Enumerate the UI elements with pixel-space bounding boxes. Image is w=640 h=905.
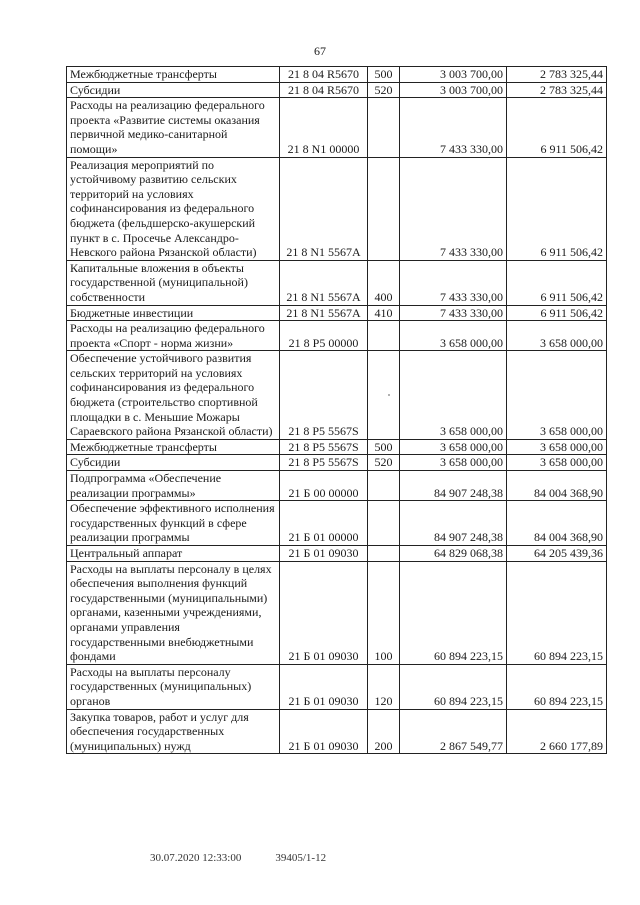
cell-name: Обеспечение эффективного исполнения государственных функций в сфере реализации программы [67, 501, 280, 546]
cell-amount-plan: 64 829 068,38 [400, 546, 507, 562]
cell-amount-executed: 3 658 000,00 [507, 351, 607, 440]
table-row [67, 305, 607, 321]
cell-code: 21 Б 01 09030 [280, 709, 368, 754]
cell-amount-plan: 7 433 330,00 [400, 98, 507, 157]
cell-name: Расходы на выплаты персоналу государственных (муниципальных) органов [67, 664, 280, 709]
page-number: 67 [314, 44, 326, 58]
footer [150, 852, 326, 864]
cell-amount-executed: 84 004 368,90 [507, 471, 607, 501]
table-row [67, 561, 607, 664]
table-row [67, 351, 607, 440]
cell-code: 21 8 N1 5567A [280, 260, 368, 305]
table-row [67, 471, 607, 501]
table-row [67, 455, 607, 471]
cell-amount-executed: 84 004 368,90 [507, 501, 607, 546]
cell-amount-executed: 60 894 223,15 [507, 561, 607, 664]
table-row [67, 157, 607, 260]
cell-amount-plan: 84 907 248,38 [400, 501, 507, 546]
cell-expense-type [368, 546, 400, 562]
cell-amount-executed: 6 911 506,42 [507, 305, 607, 321]
cell-amount-plan: 7 433 330,00 [400, 157, 507, 260]
cell-expense-type [368, 471, 400, 501]
cell-name: Обеспечение устойчивого развития сельских территорий на условиях софинансирования из федерального бюджета (строительство спортивной площадки в с. Меньшие Можары Сараевского района Рязанской области) [67, 351, 280, 440]
cell-expense-type: 100 [368, 561, 400, 664]
cell-amount-plan: 3 658 000,00 [400, 455, 507, 471]
cell-expense-type: 520 [368, 455, 400, 471]
cell-name: Закупка товаров, работ и услуг для обеспечения государственных (муниципальных) нужд [67, 709, 280, 754]
cell-name: Субсидии [67, 82, 280, 98]
cell-amount-executed: 3 658 000,00 [507, 321, 607, 351]
footer-doc-code: 39405/1-12 [275, 852, 327, 864]
cell-expense-type: 120 [368, 664, 400, 709]
cell-code: 21 8 N1 00000 [280, 98, 368, 157]
table-row [67, 546, 607, 562]
cell-amount-plan: 7 433 330,00 [400, 305, 507, 321]
cell-expense-type [368, 351, 400, 440]
cell-expense-type: 410 [368, 305, 400, 321]
cell-amount-executed: 3 658 000,00 [507, 439, 607, 455]
cell-code: 21 Б 01 09030 [280, 561, 368, 664]
cell-expense-type [368, 501, 400, 546]
cell-name: Межбюджетные трансферты [67, 67, 280, 83]
footer-timestamp: 30.07.2020 12:33:00 [150, 852, 242, 864]
cell-amount-plan: 3 658 000,00 [400, 439, 507, 455]
cell-name: Реализация мероприятий по устойчивому развитию сельских территорий на условиях софинансирования из федерального бюджета (фельдшерско-акушерский пункт в с. Просечье Александро-Невского района Рязанской области) [67, 157, 280, 260]
cell-name: Центральный аппарат [67, 546, 280, 562]
table-row [67, 501, 607, 546]
cell-amount-plan: 60 894 223,15 [400, 561, 507, 664]
cell-code: 21 8 P5 5567S [280, 455, 368, 471]
cell-code: 21 8 P5 5567S [280, 351, 368, 440]
cell-code: 21 8 04 R5670 [280, 82, 368, 98]
cell-code: 21 8 P5 00000 [280, 321, 368, 351]
cell-expense-type [368, 98, 400, 157]
cell-name: Расходы на реализацию федерального проекта «Спорт - норма жизни» [67, 321, 280, 351]
cell-code: 21 8 N1 5567A [280, 305, 368, 321]
table-row [67, 98, 607, 157]
cell-name: Расходы на реализацию федерального проекта «Развитие системы оказания первичной медико-санитарной помощи» [67, 98, 280, 157]
cell-name: Капитальные вложения в объекты государственной (муниципальной) собственности [67, 260, 280, 305]
cell-amount-plan: 3 003 700,00 [400, 67, 507, 83]
cell-code: 21 Б 01 09030 [280, 546, 368, 562]
cell-expense-type [368, 157, 400, 260]
cell-code: 21 8 P5 5567S [280, 439, 368, 455]
table-body [67, 67, 607, 754]
cell-amount-plan: 84 907 248,38 [400, 471, 507, 501]
cell-amount-plan: 2 867 549,77 [400, 709, 507, 754]
cell-amount-executed: 2 660 177,89 [507, 709, 607, 754]
cell-amount-plan: 3 658 000,00 [400, 351, 507, 440]
cell-expense-type: 200 [368, 709, 400, 754]
table-row [67, 321, 607, 351]
cell-amount-plan: 7 433 330,00 [400, 260, 507, 305]
cell-amount-executed: 2 783 325,44 [507, 67, 607, 83]
cell-amount-executed: 60 894 223,15 [507, 664, 607, 709]
scan-speck [388, 394, 390, 396]
cell-name: Расходы на выплаты персоналу в целях обеспечения выполнения функций государственными (муниципальными) органами, казенными учреждениями, органами управления государственными внебюджетными фондами [67, 561, 280, 664]
budget-table [66, 66, 607, 754]
cell-name: Межбюджетные трансферты [67, 439, 280, 455]
table-row [67, 82, 607, 98]
cell-expense-type: 500 [368, 439, 400, 455]
cell-code: 21 Б 00 00000 [280, 471, 368, 501]
cell-expense-type: 520 [368, 82, 400, 98]
table-row [67, 67, 607, 83]
cell-name: Подпрограмма «Обеспечение реализации программы» [67, 471, 280, 501]
cell-amount-plan: 3 003 700,00 [400, 82, 507, 98]
cell-amount-executed: 3 658 000,00 [507, 455, 607, 471]
table-row [67, 664, 607, 709]
table-row [67, 260, 607, 305]
cell-code: 21 Б 01 00000 [280, 501, 368, 546]
cell-amount-executed: 6 911 506,42 [507, 98, 607, 157]
cell-amount-plan: 60 894 223,15 [400, 664, 507, 709]
cell-expense-type: 400 [368, 260, 400, 305]
table-row [67, 709, 607, 754]
table-row [67, 439, 607, 455]
cell-amount-plan: 3 658 000,00 [400, 321, 507, 351]
cell-name: Субсидии [67, 455, 280, 471]
cell-amount-executed: 6 911 506,42 [507, 260, 607, 305]
cell-amount-executed: 6 911 506,42 [507, 157, 607, 260]
cell-code: 21 8 N1 5567A [280, 157, 368, 260]
cell-code: 21 8 04 R5670 [280, 67, 368, 83]
cell-amount-executed: 64 205 439,36 [507, 546, 607, 562]
cell-amount-executed: 2 783 325,44 [507, 82, 607, 98]
cell-expense-type [368, 321, 400, 351]
cell-name: Бюджетные инвестиции [67, 305, 280, 321]
cell-code: 21 Б 01 09030 [280, 664, 368, 709]
cell-expense-type: 500 [368, 67, 400, 83]
